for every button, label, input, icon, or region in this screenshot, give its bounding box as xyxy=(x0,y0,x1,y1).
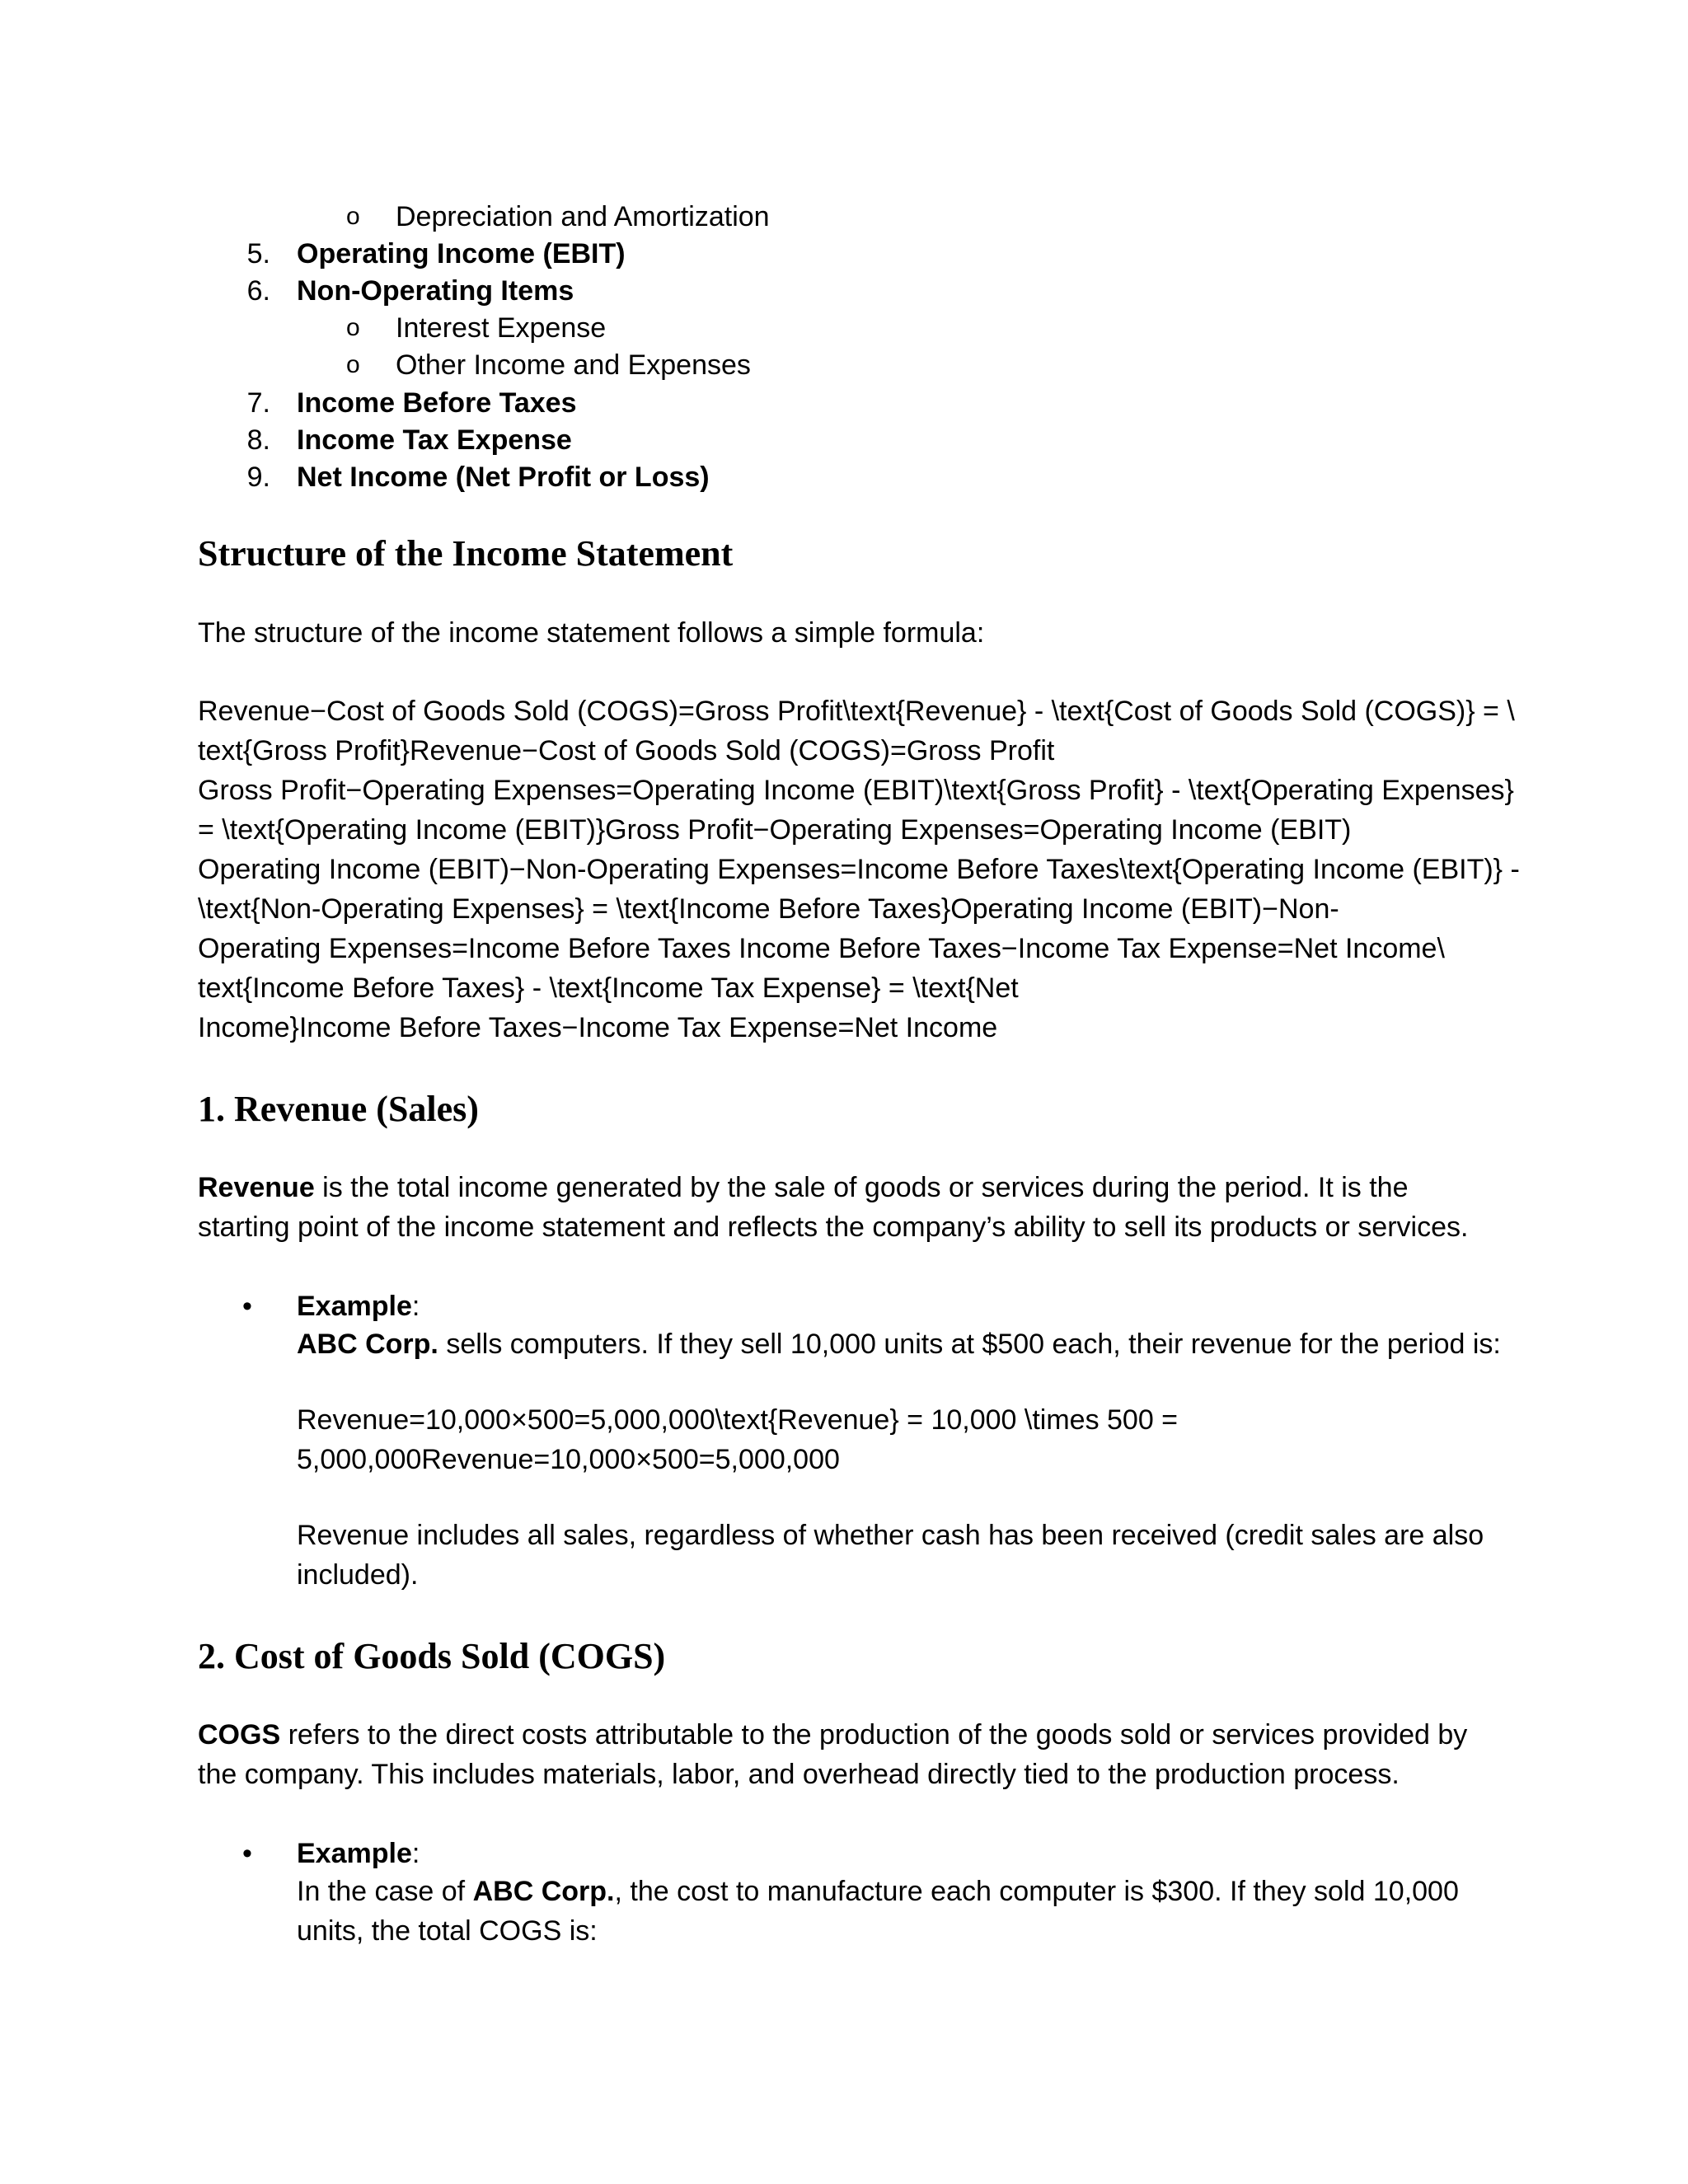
formula-line: text{Gross Profit}Revenue−Cost of Goods Sold (COGS)=Gross Profit xyxy=(198,735,1055,766)
company-name: ABC Corp. xyxy=(297,1329,438,1360)
list-item-non-operating-items: Non-Operating Items xyxy=(297,275,574,307)
cogs-example-line: units, the total COGS is: xyxy=(297,1915,598,1947)
section-heading-revenue: 1. Revenue (Sales) xyxy=(198,1089,479,1129)
revenue-note-line: included). xyxy=(297,1559,419,1591)
list-number-8: 8. xyxy=(246,424,270,456)
revenue-example-line xyxy=(297,1325,1501,1363)
list-number-7: 7. xyxy=(246,387,270,419)
list-item-income-tax-expense: Income Tax Expense xyxy=(297,424,572,456)
cogs-example-line xyxy=(297,1872,1459,1910)
revenue-formula-line: 5,000,000Revenue=10,000×500=5,000,000 xyxy=(297,1444,840,1475)
sub-list-marker: o xyxy=(346,203,360,230)
revenue-definition: is the total income generated by the sale of goods or services during the period. It is the xyxy=(314,1172,1409,1203)
list-item-operating-income: Operating Income (EBIT) xyxy=(297,238,626,269)
formula-line: text{Income Before Taxes} - \text{Income Tax Expense} = \text{Net xyxy=(198,972,1019,1004)
sub-list-item-interest-expense: Interest Expense xyxy=(396,312,607,344)
bullet-marker: • xyxy=(242,1291,252,1322)
cogs-case-prefix: In the case of xyxy=(297,1876,473,1907)
example-colon: : xyxy=(411,1291,420,1322)
section-heading-structure: Structure of the Income Statement xyxy=(198,533,734,574)
sub-list-item-other-income: Other Income and Expenses xyxy=(396,349,751,381)
example-label: Example xyxy=(297,1838,412,1869)
formula-line: Income}Income Before Taxes−Income Tax Expense=Net Income xyxy=(198,1012,998,1043)
formula-line: Gross Profit−Operating Expenses=Operating Income (EBIT)\text{Gross Profit} - \text{Operating Expenses} xyxy=(198,775,1514,806)
list-number-6: 6. xyxy=(246,275,270,307)
revenue-example-text: sells computers. If they sell 10,000 units at $500 each, their revenue for the period is: xyxy=(438,1329,1501,1360)
sub-list-item-depreciation: Depreciation and Amortization xyxy=(396,201,770,232)
sub-list-marker: o xyxy=(346,314,360,341)
formula-line: Operating Income (EBIT)−Non-Operating Expenses=Income Before Taxes\text{Operating Income (EBIT)} - xyxy=(198,854,1520,885)
section-heading-cogs: 2. Cost of Goods Sold (COGS) xyxy=(198,1636,666,1676)
revenue-paragraph-line: starting point of the income statement and reflects the company’s ability to sell its products or services. xyxy=(198,1212,1469,1243)
list-item-net-income: Net Income (Net Profit or Loss) xyxy=(297,462,710,493)
formula-line: = \text{Operating Income (EBIT)}Gross Profit−Operating Expenses=Operating Income (EBIT) xyxy=(198,814,1352,846)
example-colon: : xyxy=(411,1838,420,1869)
example-label-line xyxy=(297,1287,420,1325)
revenue-paragraph-line xyxy=(198,1169,1409,1207)
list-item-income-before-taxes: Income Before Taxes xyxy=(297,387,577,419)
cogs-paragraph-line: the company. This includes materials, labor, and overhead directly tied to the production process. xyxy=(198,1759,1400,1790)
list-number-9: 9. xyxy=(246,462,270,493)
example-label-line xyxy=(297,1835,420,1872)
revenue-formula-line: Revenue=10,000×500=5,000,000\text{Revenue} = 10,000 \times 500 = xyxy=(297,1404,1179,1436)
cogs-paragraph-line xyxy=(198,1716,1467,1754)
cogs-term: COGS xyxy=(198,1719,281,1750)
formula-line: \text{Non-Operating Expenses} = \text{Income Before Taxes}Operating Income (EBIT)−Non- xyxy=(198,893,1339,925)
revenue-term: Revenue xyxy=(198,1172,315,1203)
formula-line: Revenue−Cost of Goods Sold (COGS)=Gross Profit\text{Revenue} - \text{Cost of Goods Sold (COGS)} = \ xyxy=(198,696,1515,727)
sub-list-marker: o xyxy=(346,351,360,378)
revenue-note-line: Revenue includes all sales, regardless of whether cash has been received (credit sales are also xyxy=(297,1520,1484,1551)
structure-intro: The structure of the income statement follows a simple formula: xyxy=(198,617,985,649)
formula-line: Operating Expenses=Income Before Taxes Income Before Taxes−Income Tax Expense=Net Income\ xyxy=(198,933,1445,964)
cogs-definition: refers to the direct costs attributable to the production of the goods sold or services provided by xyxy=(280,1719,1468,1750)
list-number-5: 5. xyxy=(246,238,270,269)
cogs-case-text: , the cost to manufacture each computer is $300. If they sold 10,000 xyxy=(614,1876,1459,1907)
bullet-marker: • xyxy=(242,1838,252,1869)
example-label: Example xyxy=(297,1291,412,1322)
company-name: ABC Corp. xyxy=(472,1876,615,1907)
